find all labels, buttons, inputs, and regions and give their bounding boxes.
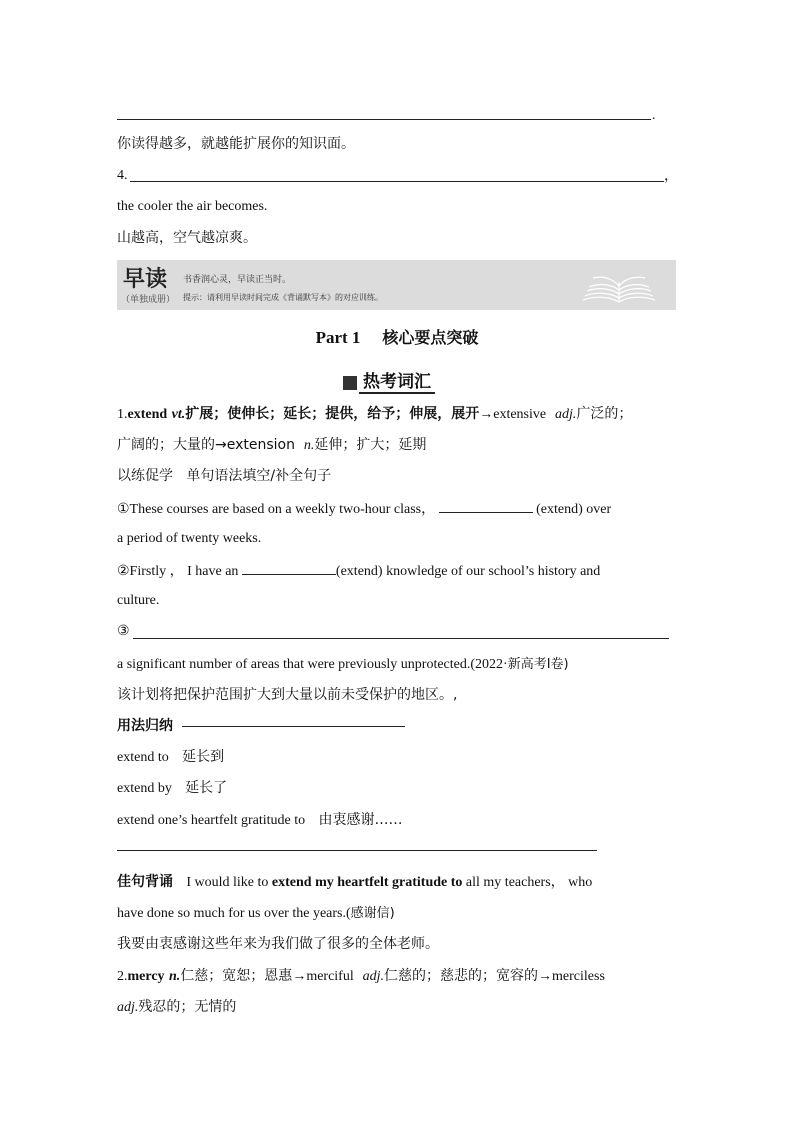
item1-meaning: 扩展；使伸长；延长；提供，给予；伸展，展开 bbox=[185, 406, 480, 422]
sentence-source: 感谢信) bbox=[350, 906, 395, 921]
item2-adj1-meaning: 仁慈的；慈悲的；宽容的 bbox=[384, 968, 539, 984]
sentence-line2 bbox=[117, 903, 395, 924]
practice-heading bbox=[117, 466, 331, 486]
sentence-text-c: all my teachers， who bbox=[462, 875, 593, 890]
sentence-title: 佳句背诵 bbox=[117, 874, 173, 890]
banner-subtitle: （单独成册） bbox=[121, 295, 176, 305]
exercise1-text-b: (extend) over bbox=[536, 502, 612, 517]
q4-number: 4. bbox=[117, 168, 128, 183]
section-heading bbox=[343, 367, 435, 392]
banner-slogan: 书香润心灵，早读正当时。 bbox=[183, 275, 292, 285]
item1-noun-meaning: 延伸；扩大；延期 bbox=[314, 437, 427, 453]
usage-title-rule bbox=[182, 726, 405, 727]
item2-derivative1: →merciful bbox=[292, 969, 354, 984]
translation-4: 山越高，空气越凉爽。 bbox=[117, 230, 257, 246]
usage-item-2-en: extend by bbox=[117, 781, 172, 796]
morning-reading-banner bbox=[117, 260, 676, 310]
exercise3-translation: 该计划将把保护范围扩大到大量以前未受保护的地区。, bbox=[117, 687, 458, 703]
exercise1-text-a: ①These courses are based on a weekly two-hour class， bbox=[117, 502, 436, 517]
item1-line2-text: 广阔的；大量的→extension bbox=[117, 437, 295, 453]
item2-headword-line bbox=[117, 966, 605, 987]
exercise2-line2: culture. bbox=[117, 593, 160, 608]
item1-adj-pos: adj. bbox=[555, 407, 577, 422]
exercise1-blank[interactable] bbox=[439, 498, 533, 513]
sentence-translation: 我要由衷感谢这些年来为我们做了很多的全体老师。 bbox=[117, 936, 439, 952]
q4-line2: the cooler the air becomes. bbox=[117, 199, 268, 214]
exercise3-number: ③ bbox=[117, 624, 130, 639]
usage-bottom-rule bbox=[117, 850, 597, 851]
usage-item-3 bbox=[117, 810, 403, 831]
translation-3: 你读得越多，就越能扩展你的知识面。 bbox=[117, 136, 355, 152]
item1-derivative1: →extensive bbox=[479, 407, 547, 422]
item1-headword-line bbox=[117, 404, 632, 425]
banner-title: 早读 bbox=[123, 267, 168, 292]
item1-number: 1. bbox=[117, 407, 128, 422]
exercise3-line2 bbox=[117, 654, 569, 675]
item2-line2 bbox=[117, 997, 236, 1018]
open-book-icon bbox=[579, 266, 659, 306]
exercise3-answer-line[interactable] bbox=[133, 638, 669, 639]
banner-hint: 提示：请利用早读时间完成《背诵默写本》的对应训练。 bbox=[183, 293, 383, 302]
usage-item-3-en: extend one’s heartfelt gratitude to bbox=[117, 813, 306, 828]
item1-pos: vt. bbox=[171, 407, 186, 422]
answer-line-4[interactable] bbox=[130, 181, 664, 182]
sentence-text-d: have done so much for us over the years.( bbox=[117, 906, 351, 921]
exercise2-text-b: (extend) knowledge of our school’s history and bbox=[335, 564, 601, 579]
part-label: Part 1 bbox=[315, 328, 361, 347]
item2-adj2-meaning: 残忍的；无情的 bbox=[138, 999, 237, 1015]
usage-item-2-cn: 延长了 bbox=[185, 780, 228, 796]
section-marker-icon bbox=[343, 376, 357, 390]
usage-item-1-en: extend to bbox=[117, 750, 169, 765]
usage-item-1 bbox=[117, 747, 224, 768]
item2-adj1-pos: adj. bbox=[362, 969, 385, 984]
practice-subtitle: 单句语法填空/补全句子 bbox=[186, 468, 332, 484]
item1-adj-meaning: 广泛的； bbox=[576, 406, 633, 422]
section-title: 热考词汇 bbox=[359, 372, 435, 394]
item2-word: mercy bbox=[127, 969, 165, 984]
practice-title: 以练促学 bbox=[117, 468, 173, 484]
item2-number: 2. bbox=[117, 969, 128, 984]
item1-noun-pos: n. bbox=[303, 438, 315, 453]
item2-adj2-pos: adj. bbox=[117, 1000, 139, 1015]
exercise2-text-a: ②Firstly ， I have an bbox=[117, 564, 239, 579]
exercise2-blank[interactable] bbox=[242, 560, 336, 575]
item2-derivative2: →merciless bbox=[538, 969, 605, 984]
usage-item-2 bbox=[117, 778, 227, 799]
exercise3-source: 新高考Ⅰ卷) bbox=[507, 657, 569, 672]
usage-title: 用法归纳 bbox=[117, 718, 173, 734]
exercise1-line2: a period of twenty weeks. bbox=[117, 531, 262, 546]
sentence-line1 bbox=[117, 872, 592, 893]
answer-line-3[interactable] bbox=[117, 119, 651, 120]
exercise2-line1 bbox=[117, 560, 600, 582]
usage-item-1-cn: 延长到 bbox=[182, 749, 225, 765]
item2-meaning: 仁慈；宽恕；恩惠 bbox=[180, 968, 293, 984]
item1-word: extend bbox=[127, 407, 168, 422]
usage-item-3-cn: 由衷感谢…… bbox=[318, 812, 403, 828]
part-title: 核心要点突破 bbox=[382, 328, 479, 347]
sentence-text-a: I would like to bbox=[186, 875, 272, 890]
sentence-key-phrase: extend my heartfelt gratitude to bbox=[271, 875, 463, 890]
exercise1-line1 bbox=[117, 498, 611, 520]
item1-line2 bbox=[117, 435, 426, 456]
item2-pos: n. bbox=[169, 969, 181, 984]
part-heading bbox=[0, 325, 794, 348]
period-mark: . bbox=[652, 108, 656, 123]
exercise3-text: a significant number of areas that were previously unprotected.(2022· bbox=[117, 657, 508, 672]
q4-comma: ， bbox=[664, 168, 678, 184]
